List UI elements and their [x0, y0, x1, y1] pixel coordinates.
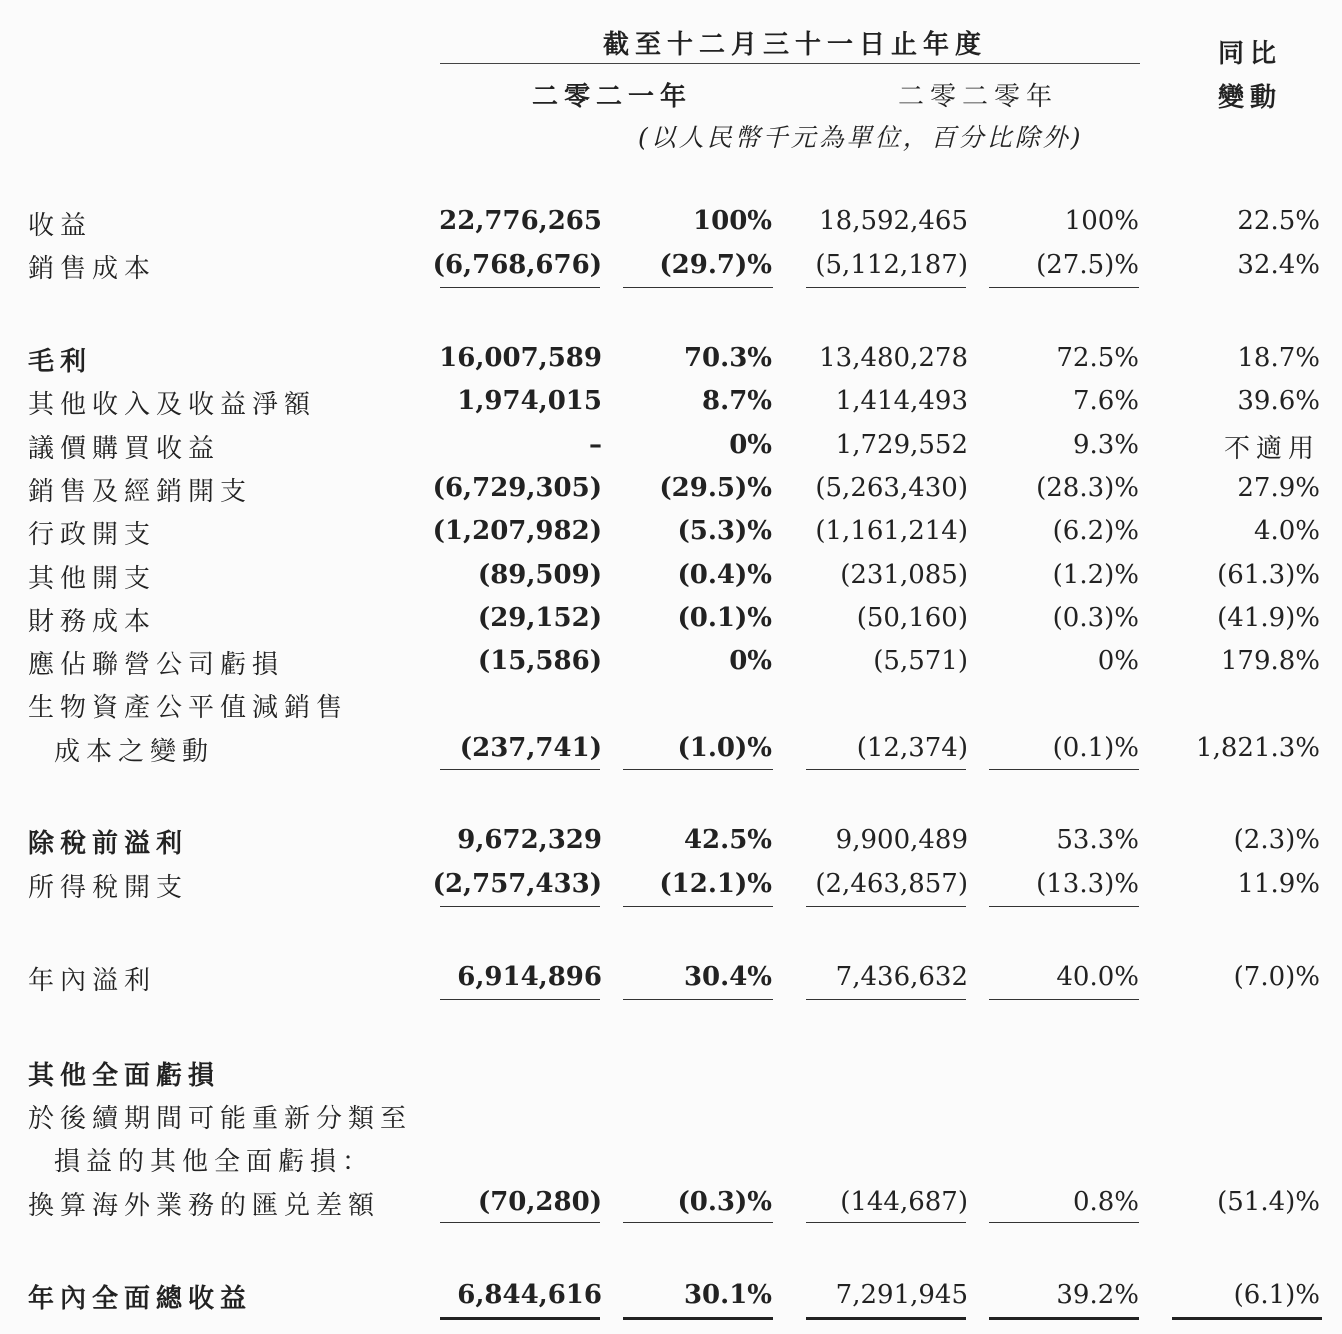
percent-2021: (0.1)%	[677, 603, 772, 633]
amount-2021: 6,914,896	[457, 962, 602, 992]
percent-2020: 9.3%	[1072, 430, 1139, 460]
subtotal-rule	[989, 287, 1139, 288]
row-label: 生物資產公平值減銷售	[28, 693, 349, 723]
row-label: 除稅前溢利	[28, 829, 189, 859]
subtotal-rule	[440, 999, 600, 1000]
subtotal-rule	[989, 906, 1139, 907]
period-header: 截至十二月三十一日止年度	[603, 30, 988, 60]
year-2020-header: 二零二零年	[898, 82, 1059, 112]
amount-2020: (5,571)	[873, 646, 968, 676]
year-2021-header: 二零二一年	[532, 82, 693, 112]
row-label: 其他全面虧損	[28, 1061, 221, 1091]
amount-2020: (2,463,857)	[815, 869, 968, 899]
percent-2020: (0.3)%	[1052, 603, 1139, 633]
row-label: 毛利	[28, 347, 93, 377]
percent-2021: 0%	[729, 430, 772, 460]
amount-2020: 18,592,465	[819, 206, 968, 236]
percent-2020: 53.3%	[1056, 825, 1139, 855]
percent-2021: 100%	[693, 206, 772, 236]
subtotal-rule	[806, 769, 966, 770]
percent-2020: 40.0%	[1056, 962, 1139, 992]
yoy-change: 39.6%	[1237, 386, 1320, 416]
percent-2020: (13.3)%	[1036, 869, 1139, 899]
percent-2020: 7.6%	[1072, 386, 1139, 416]
subtotal-rule	[440, 906, 600, 907]
subtotal-rule	[989, 1222, 1139, 1223]
total-rule	[989, 1317, 1139, 1320]
yoy-header-line2: 變動	[1218, 83, 1283, 113]
percent-2021: (1.0)%	[677, 733, 772, 763]
amount-2020: 1,729,552	[835, 430, 968, 460]
row-label: 應佔聯營公司虧損	[28, 650, 285, 680]
amount-2021: (237,741)	[459, 733, 602, 763]
yoy-change: 不適用	[1223, 434, 1320, 464]
amount-2021: (29,152)	[477, 603, 602, 633]
subtotal-rule	[806, 1222, 966, 1223]
row-label: 議價購買收益	[28, 434, 221, 464]
percent-2020: (27.5)%	[1036, 250, 1139, 280]
total-rule	[1172, 1317, 1322, 1320]
period-rule	[440, 63, 1140, 64]
subtotal-rule	[806, 287, 966, 288]
row-label: 收益	[28, 211, 93, 241]
amount-2021: 6,844,616	[457, 1280, 602, 1310]
percent-2020: 39.2%	[1056, 1280, 1139, 1310]
yoy-change: (41.9)%	[1217, 603, 1320, 633]
unit-note: (以人民幣千元為單位，百分比除外)	[638, 123, 1084, 152]
amount-2021: (15,586)	[477, 646, 602, 676]
amount-2021: (1,207,982)	[432, 516, 602, 546]
yoy-change: 1,821.3%	[1196, 733, 1320, 763]
yoy-header-line1: 同比	[1218, 39, 1283, 69]
amount-2020: (231,085)	[840, 560, 968, 590]
row-label: 所得稅開支	[28, 873, 189, 903]
yoy-change: 32.4%	[1237, 250, 1320, 280]
amount-2020: 9,900,489	[835, 825, 968, 855]
yoy-change: 11.9%	[1237, 869, 1320, 899]
percent-2020: (1.2)%	[1052, 560, 1139, 590]
percent-2021: 42.5%	[683, 825, 772, 855]
subtotal-rule	[440, 769, 600, 770]
amount-2021: (6,768,676)	[432, 250, 602, 280]
row-label: 年內溢利	[28, 966, 157, 996]
total-rule	[440, 1317, 600, 1320]
percent-2020: (28.3)%	[1036, 473, 1139, 503]
amount-2020: (1,161,214)	[815, 516, 968, 546]
percent-2021: 70.3%	[683, 343, 772, 373]
percent-2020: (6.2)%	[1052, 516, 1139, 546]
row-label-continued: 損益的其他全面虧損：	[54, 1147, 375, 1177]
yoy-change: 179.8%	[1220, 646, 1320, 676]
subtotal-rule	[623, 287, 773, 288]
yoy-change: 27.9%	[1237, 473, 1320, 503]
row-label-continued: 換算海外業務的匯兑差額	[28, 1191, 381, 1221]
percent-2021: (12.1)%	[659, 869, 772, 899]
row-label-continued: 於後續期間可能重新分類至	[28, 1104, 413, 1134]
amount-2020: (50,160)	[856, 603, 968, 633]
amount-2020: (144,687)	[840, 1187, 968, 1217]
yoy-change: (6.1)%	[1233, 1280, 1320, 1310]
row-label: 財務成本	[28, 607, 157, 637]
percent-2021: 8.7%	[702, 386, 772, 416]
yoy-change: (2.3)%	[1233, 825, 1320, 855]
percent-2020: 0.8%	[1072, 1187, 1139, 1217]
subtotal-rule	[806, 999, 966, 1000]
row-label-continued: 成本之變動	[54, 737, 215, 767]
yoy-change: 4.0%	[1253, 516, 1320, 546]
yoy-change: 18.7%	[1237, 343, 1320, 373]
amount-2021: 22,776,265	[439, 206, 602, 236]
yoy-change: (61.3)%	[1217, 560, 1320, 590]
amount-2021: (6,729,305)	[432, 473, 602, 503]
amount-2021: (2,757,433)	[432, 869, 602, 899]
percent-2021: (0.4)%	[677, 560, 772, 590]
row-label: 其他開支	[28, 564, 157, 594]
percent-2021: (5.3)%	[677, 516, 772, 546]
amount-2020: 7,436,632	[835, 962, 968, 992]
row-label: 年內全面總收益	[28, 1284, 253, 1314]
amount-2020: 13,480,278	[819, 343, 968, 373]
amount-2020: (12,374)	[856, 733, 968, 763]
row-label: 銷售成本	[28, 254, 157, 284]
percent-2020: 100%	[1064, 206, 1139, 236]
amount-2020: (5,263,430)	[815, 473, 968, 503]
yoy-change: (51.4)%	[1217, 1187, 1320, 1217]
amount-2020: 7,291,945	[835, 1280, 968, 1310]
subtotal-rule	[440, 1222, 600, 1223]
subtotal-rule	[623, 999, 773, 1000]
row-label: 其他收入及收益淨額	[28, 390, 317, 420]
amount-2021: –	[589, 430, 602, 460]
percent-2020: 72.5%	[1056, 343, 1139, 373]
subtotal-rule	[440, 287, 600, 288]
subtotal-rule	[623, 1222, 773, 1223]
amount-2021: 9,672,329	[457, 825, 602, 855]
yoy-change: (7.0)%	[1233, 962, 1320, 992]
percent-2021: 30.4%	[683, 962, 772, 992]
percent-2021: 0%	[729, 646, 772, 676]
total-rule	[806, 1317, 966, 1320]
percent-2020: (0.1)%	[1052, 733, 1139, 763]
amount-2020: 1,414,493	[835, 386, 968, 416]
subtotal-rule	[623, 906, 773, 907]
percent-2020: 0%	[1097, 646, 1139, 676]
percent-2021: 30.1%	[683, 1280, 772, 1310]
percent-2021: (29.7)%	[659, 250, 772, 280]
row-label: 銷售及經銷開支	[28, 477, 253, 507]
total-rule	[623, 1317, 773, 1320]
subtotal-rule	[989, 999, 1139, 1000]
yoy-change: 22.5%	[1237, 206, 1320, 236]
percent-2021: (0.3)%	[677, 1187, 772, 1217]
subtotal-rule	[989, 769, 1139, 770]
percent-2021: (29.5)%	[659, 473, 772, 503]
amount-2021: (70,280)	[477, 1187, 602, 1217]
subtotal-rule	[806, 906, 966, 907]
row-label: 行政開支	[28, 520, 157, 550]
amount-2021: 16,007,589	[439, 343, 602, 373]
amount-2021: 1,974,015	[457, 386, 602, 416]
amount-2020: (5,112,187)	[815, 250, 968, 280]
subtotal-rule	[623, 769, 773, 770]
amount-2021: (89,509)	[477, 560, 602, 590]
